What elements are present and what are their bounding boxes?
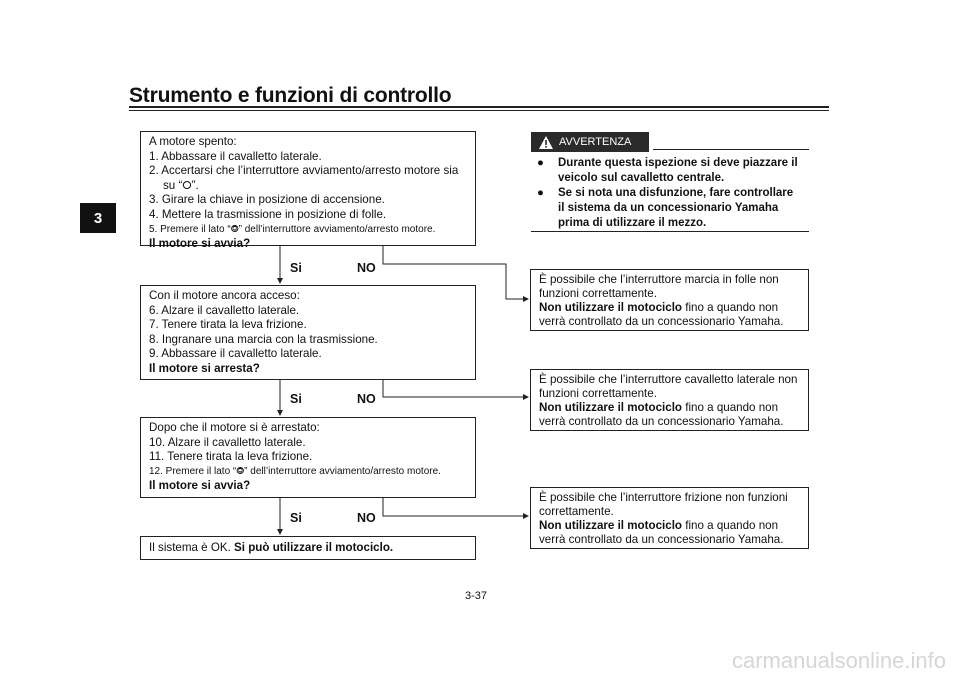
result-box-clutch-switch [530,487,809,549]
box1-line: A motore spento: [149,135,237,148]
box1-line: 3. Girare la chiave in posizione di accensione. [149,193,385,207]
no-arrow-3 [383,498,528,516]
box1-line: su “⭘”. [163,178,199,192]
result-tail: fino a quando non verrà controllato da un concessionario Yamaha. [539,401,784,428]
page-number: 3-37 [465,590,488,602]
system-ok-bold: Si può utilizzare il motociclo. [234,541,394,554]
bullet-icon: ● [537,187,544,199]
flow-box-restart-check [140,417,476,498]
warning-rule [653,149,809,150]
no-label: NO [357,392,376,406]
box3-line: Dopo che il motore si è arrestato: [149,421,320,434]
box2-line: 6. Alzare il cavalletto laterale. [149,303,300,317]
box2-line: 7. Tenere tirata la leva frizione. [149,318,307,332]
result-text: È possibile che l’interruttore marcia in folle non funzioni correttamente. [539,273,779,300]
no-arrow-2 [383,380,528,397]
chapter-tab: 3 [80,203,116,233]
result-box-sidestand-switch [530,369,809,431]
watermark: carmanualsonline.info [731,648,946,673]
box1-line: 4. Mettere la trasmissione in posizione di folle. [149,207,387,221]
warning-triangle-icon [538,135,554,150]
no-label: NO [357,511,376,525]
box3-line: 10. Alzare il cavalletto laterale. [149,435,306,449]
box1-line: 1. Abbassare il cavalletto laterale. [149,149,322,163]
result-warning: Non utilizzare il motociclo [539,301,683,314]
warning-label-text: AVVERTENZA [559,136,632,148]
warning-bullet: ● Durante questa ispezione si deve piazzare il veicolo sul cavalletto centrale. [537,157,798,184]
warning-label [531,132,649,152]
system-ok-text: Il sistema è OK. [149,541,235,554]
flow-box-start-check [140,131,476,251]
yes-label: Si [290,511,302,525]
result-text: È possibile che l’interruttore frizione non funzioni correttamente. [539,491,788,518]
result-warning: Non utilizzare il motociclo [539,401,683,414]
yes-label: Si [290,261,302,275]
box1-question: Il motore si avvia? [149,237,251,251]
result-warning: Non utilizzare il motociclo [539,519,683,532]
result-tail: fino a quando non verrà controllato da un concessionario Yamaha. [539,519,784,546]
box3-line: 11. Tenere tirata la leva frizione. [149,450,313,464]
box2-line: 8. Ingranare una marcia con la trasmissione. [149,332,378,346]
result-box-neutral-switch [530,269,809,331]
result-text: È possibile che l’interruttore cavalletto laterale non funzioni correttamente. [539,373,798,400]
no-label: NO [357,261,376,275]
box3-question: Il motore si avvia? [149,479,251,493]
box1-line: 2. Accertarsi che l’interruttore avviamento/arresto motore sia [149,164,459,178]
flow-box-stop-check [140,285,476,380]
result-tail: fino a quando non verrà controllato da un concessionario Yamaha. [539,301,784,328]
flow-box-system-ok [140,536,476,560]
box2-line: 9. Abbassare il cavalletto laterale. [149,347,322,361]
box1-line: 5. Premere il lato “⭗” dell’interruttore avviamento/arresto motore. [149,223,436,235]
box2-question: Il motore si arresta? [149,361,260,375]
warning-bullet: ● Se si nota una disfunzione, fare controllare il sistema da un concessionario Yamaha prima di utilizzare il mezzo. [537,187,794,229]
bullet-icon: ● [537,157,544,169]
warning-end-rule [531,231,809,232]
box2-line: Con il motore ancora acceso: [149,289,300,302]
box3-line: 12. Premere il lato “⭗” dell’interruttore avviamento/arresto motore. [149,465,441,477]
yes-label: Si [290,392,302,406]
page-title: Strumento e funzioni di controllo [129,84,452,107]
